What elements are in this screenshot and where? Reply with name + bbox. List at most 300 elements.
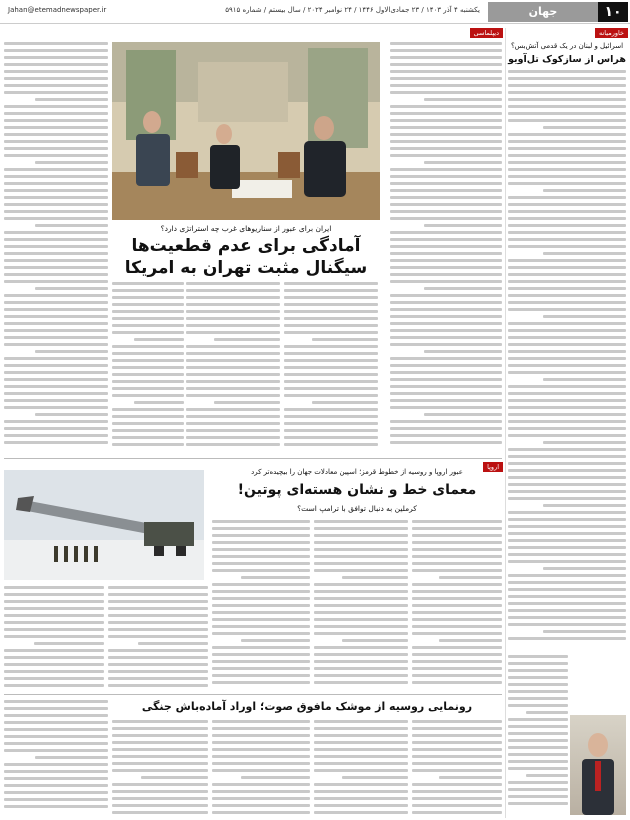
text-line — [4, 798, 108, 801]
text-line — [284, 429, 378, 432]
tag-diplomacy: دیپلماسی — [470, 28, 503, 38]
text-line — [4, 189, 108, 192]
text-line — [284, 373, 378, 376]
text-line — [35, 413, 108, 416]
text-line — [314, 618, 408, 621]
text-line — [284, 436, 378, 439]
text-line — [390, 91, 502, 94]
text-line — [212, 562, 310, 565]
text-line — [508, 483, 626, 486]
text-line — [314, 734, 408, 737]
text-line — [4, 308, 108, 311]
text-line — [312, 338, 378, 341]
text-line — [4, 210, 108, 213]
text-line — [390, 343, 502, 346]
text-line — [186, 331, 280, 334]
text-line — [412, 632, 502, 635]
text-line — [212, 755, 310, 758]
text-line — [4, 593, 104, 596]
text-line — [112, 783, 208, 786]
text-line — [390, 336, 502, 339]
text-line — [186, 303, 280, 306]
text-line — [543, 504, 626, 507]
text-line — [439, 776, 502, 779]
text-line — [4, 56, 108, 59]
text-line — [212, 748, 310, 751]
text-line — [412, 583, 502, 586]
text-line — [412, 534, 502, 537]
meeting-photo — [112, 42, 380, 220]
text-line — [284, 422, 378, 425]
text-line — [412, 541, 502, 544]
text-line — [112, 303, 184, 306]
text-line — [284, 352, 378, 355]
text-line — [314, 660, 408, 663]
text-line — [4, 371, 108, 374]
text-line — [508, 683, 568, 686]
text-line — [212, 520, 310, 523]
text-line — [508, 490, 626, 493]
text-line — [284, 310, 378, 313]
text-line — [284, 415, 378, 418]
text-line — [186, 345, 280, 348]
text-line — [186, 289, 280, 292]
text-line — [508, 392, 626, 395]
page-number: ۱۰ — [598, 2, 628, 22]
text-line — [112, 352, 184, 355]
section-divider — [4, 458, 502, 459]
text-line — [314, 590, 408, 593]
text-line — [390, 266, 502, 269]
text-line — [508, 133, 626, 136]
text-line — [4, 175, 108, 178]
text-line — [543, 630, 626, 633]
text-line — [4, 805, 108, 808]
text-line — [390, 434, 502, 437]
text-line — [390, 322, 502, 325]
text-line — [390, 427, 502, 430]
text-line — [390, 140, 502, 143]
text-line — [412, 674, 502, 677]
text-line — [314, 541, 408, 544]
text-line — [314, 583, 408, 586]
text-line — [134, 338, 184, 341]
text-line — [508, 301, 626, 304]
text-line — [508, 760, 568, 763]
text-line — [543, 441, 626, 444]
text-line — [390, 245, 502, 248]
text-line — [4, 621, 104, 624]
text-line — [186, 415, 280, 418]
text-line — [35, 287, 108, 290]
text-line — [112, 387, 184, 390]
text-line — [412, 667, 502, 670]
text-line — [543, 126, 626, 129]
text-line — [543, 315, 626, 318]
text-line — [390, 441, 502, 444]
text-line — [186, 296, 280, 299]
text-line — [508, 371, 626, 374]
text-line — [4, 196, 108, 199]
text-line — [508, 245, 626, 248]
text-line — [4, 245, 108, 248]
text-line — [390, 203, 502, 206]
text-line — [508, 767, 568, 770]
text-line — [314, 569, 408, 572]
text-line — [4, 182, 108, 185]
text-line — [508, 469, 626, 472]
text-line — [390, 399, 502, 402]
text-line — [186, 324, 280, 327]
text-line — [241, 776, 310, 779]
text-line — [212, 569, 310, 572]
text-line — [314, 520, 408, 523]
text-line — [390, 371, 502, 374]
text-line — [212, 583, 310, 586]
text-line — [314, 674, 408, 677]
text-line — [412, 748, 502, 751]
text-line — [112, 811, 208, 814]
text-line — [508, 210, 626, 213]
text-line — [390, 259, 502, 262]
text-line — [108, 635, 208, 638]
text-line — [412, 783, 502, 786]
europe-col-d — [108, 586, 208, 690]
text-line — [508, 637, 626, 640]
text-line — [212, 741, 310, 744]
main-col-a — [390, 42, 502, 452]
text-line — [112, 415, 184, 418]
text-line — [508, 280, 626, 283]
text-line — [112, 289, 184, 292]
text-line — [212, 734, 310, 737]
text-line — [141, 776, 208, 779]
text-line — [508, 77, 626, 80]
text-line — [212, 681, 310, 684]
text-line — [424, 413, 502, 416]
text-line — [508, 595, 626, 598]
text-line — [508, 322, 626, 325]
text-line — [284, 366, 378, 369]
text-line — [212, 660, 310, 663]
text-line — [186, 429, 280, 432]
issue-meta: یکشنبه ۴ آذر ۱۴۰۳ / ۲۳ جمادی‌الاول ۱۴۴۶ / ۲۴ نوامبر ۲۰۲۴ / سال بیستم / شماره ۵۹۱۵ — [225, 6, 480, 14]
text-line — [4, 77, 108, 80]
text-line — [314, 625, 408, 628]
text-line — [4, 434, 108, 437]
text-line — [508, 732, 568, 735]
text-line — [390, 231, 502, 234]
text-line — [314, 646, 408, 649]
column-divider — [505, 28, 506, 818]
text-line — [284, 359, 378, 362]
text-line — [508, 676, 568, 679]
text-line — [4, 259, 108, 262]
europe-headline: معمای خط و نشان هسته‌ای پوتین! — [237, 482, 477, 498]
text-line — [186, 366, 280, 369]
text-line — [284, 380, 378, 383]
text-line — [4, 663, 104, 666]
text-line — [412, 646, 502, 649]
text-line — [312, 401, 378, 404]
text-line — [108, 621, 208, 624]
text-line — [108, 586, 208, 589]
text-line — [390, 49, 502, 52]
text-line — [390, 154, 502, 157]
text-line — [412, 548, 502, 551]
text-line — [214, 338, 280, 341]
text-line — [112, 317, 184, 320]
text-line — [390, 217, 502, 220]
text-line — [314, 534, 408, 537]
text-line — [412, 762, 502, 765]
text-line — [390, 105, 502, 108]
text-line — [508, 581, 626, 584]
text-line — [4, 231, 108, 234]
text-line — [508, 217, 626, 220]
text-line — [284, 331, 378, 334]
text-line — [412, 625, 502, 628]
text-line — [4, 728, 108, 731]
text-line — [390, 357, 502, 360]
text-line — [4, 42, 108, 45]
text-line — [4, 427, 108, 430]
text-line — [186, 394, 280, 397]
text-line — [412, 681, 502, 684]
text-line — [4, 735, 108, 738]
text-line — [112, 296, 184, 299]
text-line — [390, 63, 502, 66]
text-line — [4, 628, 104, 631]
text-line — [4, 343, 108, 346]
text-line — [186, 310, 280, 313]
text-line — [508, 343, 626, 346]
text-line — [390, 168, 502, 171]
text-line — [108, 677, 208, 680]
text-line — [508, 690, 568, 693]
text-line — [508, 462, 626, 465]
text-line — [112, 748, 208, 751]
text-line — [212, 611, 310, 614]
text-line — [390, 406, 502, 409]
text-line — [284, 324, 378, 327]
text-line — [4, 112, 108, 115]
bottom-col-c — [212, 720, 310, 816]
text-line — [314, 611, 408, 614]
text-line — [314, 548, 408, 551]
text-line — [390, 315, 502, 318]
text-line — [508, 532, 626, 535]
text-line — [186, 352, 280, 355]
text-line — [390, 126, 502, 129]
text-line — [4, 105, 108, 108]
text-line — [112, 797, 208, 800]
section-title: جهان — [488, 2, 598, 22]
text-line — [314, 748, 408, 751]
europe-col-c — [212, 520, 310, 690]
text-line — [390, 189, 502, 192]
text-line — [508, 231, 626, 234]
text-line — [508, 168, 626, 171]
text-line — [508, 70, 626, 73]
text-line — [212, 790, 310, 793]
text-line — [508, 273, 626, 276]
text-line — [508, 662, 568, 665]
text-line — [4, 586, 104, 589]
text-line — [314, 667, 408, 670]
text-line — [508, 385, 626, 388]
text-line — [284, 317, 378, 320]
text-line — [212, 727, 310, 730]
text-line — [112, 408, 184, 411]
text-line — [508, 525, 626, 528]
text-line — [508, 434, 626, 437]
text-line — [214, 401, 280, 404]
text-line — [390, 301, 502, 304]
text-line — [186, 436, 280, 439]
text-line — [412, 569, 502, 572]
text-line — [4, 84, 108, 87]
text-line — [508, 560, 626, 563]
text-line — [212, 632, 310, 635]
text-line — [508, 718, 568, 721]
text-line — [112, 741, 208, 744]
text-line — [508, 175, 626, 178]
text-line — [508, 802, 568, 805]
text-line — [4, 677, 104, 680]
text-line — [390, 133, 502, 136]
text-line — [412, 653, 502, 656]
text-line — [390, 364, 502, 367]
text-line — [186, 359, 280, 362]
text-line — [314, 769, 408, 772]
text-line — [35, 98, 108, 101]
text-line — [508, 182, 626, 185]
text-line — [284, 408, 378, 411]
text-line — [390, 70, 502, 73]
text-line — [212, 762, 310, 765]
text-line — [4, 791, 108, 794]
text-line — [4, 635, 104, 638]
text-line — [508, 413, 626, 416]
text-line — [508, 655, 568, 658]
text-line — [4, 217, 108, 220]
text-line — [508, 448, 626, 451]
text-line — [314, 562, 408, 565]
text-line — [342, 576, 408, 579]
text-line — [508, 518, 626, 521]
text-line — [112, 436, 184, 439]
text-line — [4, 721, 108, 724]
text-line — [508, 84, 626, 87]
text-line — [4, 600, 104, 603]
text-line — [4, 119, 108, 122]
text-line — [390, 77, 502, 80]
text-line — [390, 420, 502, 423]
text-line — [4, 154, 108, 157]
text-line — [212, 618, 310, 621]
text-line — [284, 296, 378, 299]
text-line — [112, 443, 184, 446]
text-line — [186, 317, 280, 320]
text-line — [508, 697, 568, 700]
text-line — [508, 364, 626, 367]
bottom-col-a — [412, 720, 502, 816]
text-line — [508, 602, 626, 605]
text-line — [412, 590, 502, 593]
text-line — [4, 763, 108, 766]
right-col-photo — [570, 715, 626, 815]
text-line — [4, 63, 108, 66]
tag-europe: اروپا — [483, 462, 503, 472]
text-line — [314, 720, 408, 723]
bottom-col-e — [4, 700, 108, 816]
text-line — [314, 762, 408, 765]
text-line — [284, 443, 378, 446]
text-line — [35, 756, 108, 759]
text-line — [412, 741, 502, 744]
text-line — [526, 711, 568, 714]
right-col-headline: هراس از سازکوک تل‌آویو — [508, 54, 626, 65]
text-line — [4, 140, 108, 143]
text-line — [112, 755, 208, 758]
text-line — [112, 720, 208, 723]
text-line — [4, 770, 108, 773]
text-line — [508, 574, 626, 577]
text-line — [112, 804, 208, 807]
text-line — [412, 555, 502, 558]
text-line — [390, 84, 502, 87]
main-col-d — [112, 282, 184, 454]
text-line — [508, 91, 626, 94]
main-headline-1: آمادگی برای عدم قطعیت‌ها — [131, 236, 361, 256]
text-line — [4, 399, 108, 402]
main-col-b — [284, 282, 378, 454]
email-link[interactable]: Jahan@etemadnewspaper.ir — [8, 6, 107, 14]
text-line — [508, 497, 626, 500]
text-line — [412, 811, 502, 814]
text-line — [112, 373, 184, 376]
text-line — [4, 378, 108, 381]
text-line — [342, 639, 408, 642]
text-line — [112, 790, 208, 793]
text-line — [314, 783, 408, 786]
text-line — [508, 609, 626, 612]
text-line — [4, 684, 104, 687]
text-line — [4, 700, 108, 703]
text-line — [4, 364, 108, 367]
text-line — [112, 394, 184, 397]
text-line — [508, 203, 626, 206]
text-line — [4, 406, 108, 409]
text-line — [508, 511, 626, 514]
text-line — [4, 280, 108, 283]
text-line — [508, 119, 626, 122]
text-line — [212, 811, 310, 814]
text-line — [508, 553, 626, 556]
text-line — [4, 301, 108, 304]
text-line — [4, 385, 108, 388]
text-line — [4, 329, 108, 332]
text-line — [4, 70, 108, 73]
text-line — [212, 604, 310, 607]
text-line — [4, 49, 108, 52]
text-line — [424, 161, 502, 164]
text-line — [212, 527, 310, 530]
right-col-body-bottom — [508, 655, 568, 815]
text-line — [241, 639, 310, 642]
text-line — [390, 280, 502, 283]
